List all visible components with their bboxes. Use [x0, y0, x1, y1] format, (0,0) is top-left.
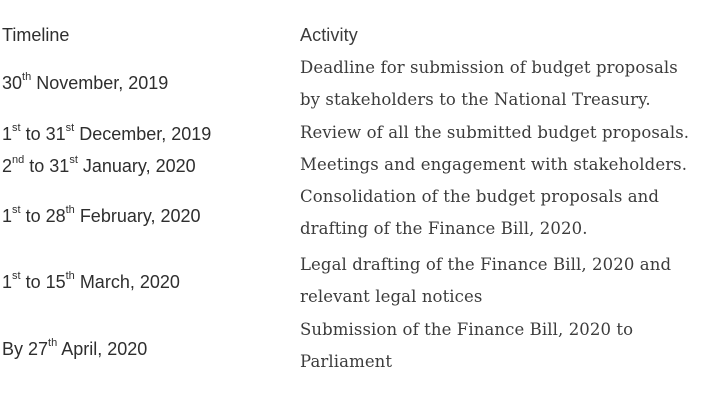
date-text: 1 [2, 206, 13, 226]
date-suffix: nd [12, 154, 25, 166]
row-activity [300, 249, 717, 313]
date-text: 1 [2, 124, 13, 144]
date-suffix: st [65, 122, 75, 134]
row-activity [300, 314, 717, 378]
date-suffix: st [12, 122, 21, 134]
date-suffix: th [48, 337, 58, 349]
date-text: to 31 [20, 124, 66, 144]
date-suffix: st [69, 154, 78, 166]
activity-line: by stakeholders to the National Treasury. [300, 90, 651, 109]
row-activity [300, 149, 717, 181]
date-text: November, 2019 [31, 73, 169, 93]
date-text: 2 [2, 156, 13, 176]
date-text: March, 2020 [74, 272, 180, 292]
date-text: to 15 [20, 272, 66, 292]
row-date [2, 338, 147, 360]
date-suffix: th [22, 71, 32, 83]
header-activity: Activity [300, 25, 358, 45]
activity-line: Legal drafting of the Finance Bill, 2020 and [300, 255, 672, 274]
activity-line: Submission of the Finance Bill, 2020 to [300, 320, 634, 339]
row-activity [300, 117, 717, 149]
row-activity [300, 52, 717, 116]
date-text: to 28 [20, 206, 66, 226]
row-date [2, 271, 180, 293]
activity-line: Consolidation of the budget proposals and [300, 187, 660, 206]
activity-line: Deadline for submission of budget proposals [300, 58, 678, 77]
row-date [2, 72, 168, 94]
date-suffix: st [12, 270, 21, 282]
row-activity [300, 181, 717, 245]
header-timeline: Timeline [2, 25, 70, 45]
row-date [2, 205, 201, 227]
date-text: 30 [2, 73, 23, 93]
activity-line: Review of all the submitted budget proposals. [300, 123, 690, 142]
date-text: to 31 [24, 156, 70, 176]
date-text: By 27 [2, 339, 49, 359]
activity-line: relevant legal notices [300, 287, 483, 306]
activity-line: Parliament [300, 352, 393, 371]
date-suffix: th [65, 204, 75, 216]
table-header [0, 22, 717, 48]
date-suffix: st [12, 204, 21, 216]
date-text: January, 2020 [77, 156, 196, 176]
date-suffix: th [65, 270, 75, 282]
activity-line: drafting of the Finance Bill, 2020. [300, 219, 588, 238]
date-text: February, 2020 [74, 206, 201, 226]
activity-line: Meetings and engagement with stakeholders. [300, 155, 688, 174]
row-date [2, 123, 211, 145]
date-text: 1 [2, 272, 13, 292]
row-date [2, 155, 196, 177]
date-text: December, 2019 [74, 124, 212, 144]
date-text: April, 2020 [57, 339, 148, 359]
